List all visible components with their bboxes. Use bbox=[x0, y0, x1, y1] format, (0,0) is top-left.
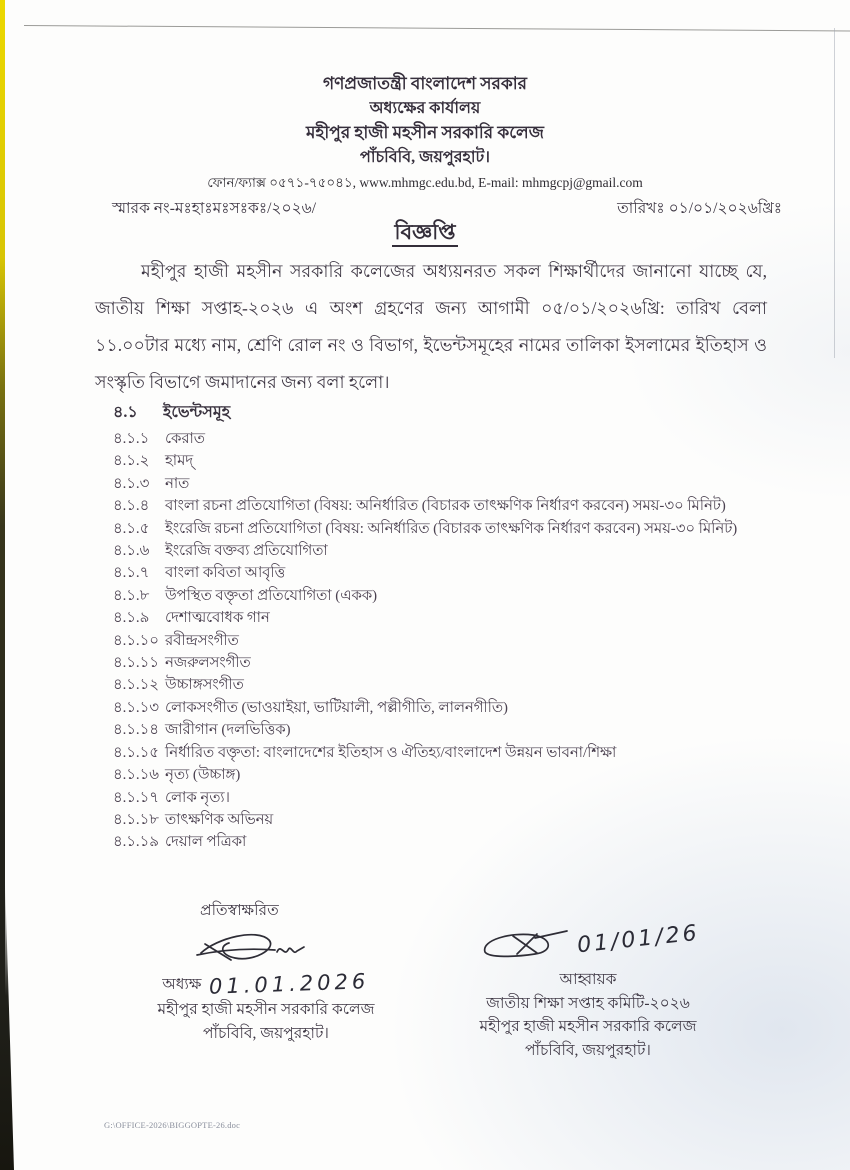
event-number: ৪.১.১২ bbox=[113, 677, 159, 694]
event-list-item bbox=[113, 540, 793, 562]
event-number: ৪.১.৫ bbox=[113, 520, 150, 537]
college-name: মহীপুর হাজী মহসীন সরকারি কলেজ bbox=[306, 123, 544, 142]
event-number: ৪.১.১৭ bbox=[113, 789, 159, 806]
principal-signature-icon bbox=[191, 926, 341, 972]
events-section-heading bbox=[113, 399, 230, 426]
event-label: উচ্চাঙ্গসংগীত bbox=[165, 677, 244, 694]
event-number: ৪.১.১৩ bbox=[113, 699, 159, 716]
event-list-item bbox=[113, 719, 793, 741]
event-list-item bbox=[113, 652, 793, 674]
countersigned-label: প্রতিস্বাক্ষরিত bbox=[200, 902, 279, 919]
event-label: লোকসংগীত (ভাওয়াইয়া, ভাটিয়ালী, পল্লীগীতি, লালনগীতি) bbox=[165, 699, 508, 716]
event-number: ৪.১.৬ bbox=[113, 543, 150, 560]
scanner-edge-wedge bbox=[0, 880, 14, 1170]
event-label: নাত bbox=[165, 475, 190, 492]
event-number: ৪.১.১৫ bbox=[113, 744, 159, 761]
event-label: বাংলা কবিতা আবৃত্তি bbox=[165, 565, 286, 582]
event-list-item bbox=[113, 585, 793, 607]
convener-signature-icon bbox=[477, 928, 573, 968]
event-list-item bbox=[113, 518, 793, 540]
event-list-item bbox=[113, 473, 793, 495]
event-number: ৪.১.১০ bbox=[113, 632, 159, 649]
convener-handwritten-date: 01/01/26 bbox=[575, 920, 701, 959]
college-address: পাঁচবিবি, জয়পুরহাট। bbox=[360, 148, 490, 166]
event-list-item bbox=[113, 831, 793, 853]
event-number: ৪.১.২ bbox=[113, 453, 150, 470]
government-name: গণপ্রজাতন্ত্রী বাংলাদেশ সরকার bbox=[322, 74, 528, 93]
event-list-item bbox=[113, 607, 793, 629]
event-number: ৪.১.১৮ bbox=[113, 811, 159, 828]
event-label: লোক নৃত্য। bbox=[165, 789, 230, 806]
events-list bbox=[113, 428, 793, 854]
event-label: কেরাত bbox=[165, 431, 205, 447]
event-list-item bbox=[113, 787, 793, 809]
event-label: নির্ধারিত বক্তৃতা: বাংলাদেশের ইতিহাস ও ঐতিহ্য/বাংলাদেশ উন্নয়ন ভাবনা/শিক্ষা bbox=[165, 744, 617, 761]
principal-signline bbox=[128, 969, 404, 999]
event-label: নৃত্য (উচ্চাঙ্গ) bbox=[165, 767, 241, 784]
letterhead bbox=[0, 72, 850, 196]
convener-committee: জাতীয় শিক্ষা সপ্তাহ কমিটি-২০২৬ bbox=[486, 994, 690, 1012]
convener-address: পাঁচবিবি, জয়পুরহাট। bbox=[525, 1041, 651, 1059]
principal-address: পাঁচবিবি, জয়পুরহাট। bbox=[203, 1024, 329, 1042]
event-number: ৪.১.৩ bbox=[113, 475, 150, 492]
event-list-item bbox=[113, 809, 793, 831]
event-number: ৪.১.১৬ bbox=[113, 767, 159, 784]
event-number: ৪.১.১১ bbox=[113, 655, 159, 672]
office-name: অধ্যক্ষের কার্যালয় bbox=[369, 99, 481, 117]
event-label: নজরুলসংগীত bbox=[165, 655, 251, 672]
principal-handwritten-date: 01.01.2026 bbox=[209, 969, 371, 999]
event-label: রবীন্দ্রসংগীত bbox=[165, 632, 239, 649]
event-label: দেয়াল পত্রিকা bbox=[165, 834, 247, 851]
event-label: জারীগান (দলভিত্তিক) bbox=[165, 722, 291, 739]
event-number: ৪.১.৭ bbox=[113, 565, 150, 582]
events-section-title: ইভেন্টসমূহ bbox=[163, 404, 231, 421]
contact-line: ফোন/ফ্যাক্স ০৫৭১-৭৫০৪১, www.mhmgc.edu.bd, E-mail: mhmgcpj@gmail.com bbox=[207, 175, 643, 190]
event-list-item bbox=[113, 742, 793, 764]
event-number: ৪.১.১৯ bbox=[113, 834, 159, 851]
event-number: ৪.১.৮ bbox=[113, 587, 150, 604]
event-label: হামদ্ bbox=[165, 453, 194, 470]
convener-designation: আহ্বায়ক bbox=[559, 971, 617, 988]
event-label: ইংরেজি বক্তব্য প্রতিযোগিতা bbox=[165, 543, 328, 560]
signature-block-convener bbox=[438, 920, 738, 1062]
event-list-item bbox=[113, 764, 793, 786]
memo-number: স্মারক নং-মঃহাঃমঃসঃকঃ/২০২৬/ bbox=[112, 200, 317, 217]
document-file-path: G:\OFFICE-2026\BIGGOPTE-26.doc bbox=[104, 1120, 241, 1130]
event-label: তাৎক্ষণিক অভিনয় bbox=[165, 811, 274, 828]
event-label: উপস্থিত বক্তৃতা প্রতিযোগিতা (একক) bbox=[165, 587, 378, 604]
convener-college: মহীপুর হাজী মহসীন সরকারি কলেজ bbox=[479, 1018, 697, 1035]
page-top-edge-line bbox=[24, 25, 850, 32]
event-list-item bbox=[113, 697, 793, 719]
signature-block-principal bbox=[128, 898, 404, 1045]
event-list-item bbox=[113, 495, 793, 517]
notice-title: বিজ্ঞপ্তি bbox=[0, 216, 850, 251]
events-section-number: ৪.১ bbox=[113, 404, 138, 421]
principal-designation: অধ্যক্ষ bbox=[162, 976, 202, 993]
event-label: বাংলা রচনা প্রতিযোগিতা (বিষয়: অনির্ধারিত (বিচারক তাৎক্ষণিক নির্ধারণ করবেন) সময়-৩০ মিনিট) bbox=[165, 498, 726, 515]
memo-date: তারিখঃ ০১/০১/২০২৬খ্রিঃ bbox=[617, 200, 782, 217]
event-number: ৪.১.৯ bbox=[113, 610, 150, 627]
event-list-item bbox=[113, 428, 793, 450]
event-list-item bbox=[113, 630, 793, 652]
notice-body: মহীপুর হাজী মহসীন সরকারি কলেজের অধ্যয়নরত সকল শিক্ষার্থীদের জানানো যাচ্ছে যে, জাতীয় শিক্ষা সপ্তাহ-২০২৬ এ অংশ গ্রহণের জন্য আগামী ০৫/০১/২০২৬খ্রি: তারিখ বেলা ১১.০০টার মধ্যে নাম, শ্রেণি রোল নং ও বিভাগ, ইভেন্টসমূহের নামের তালিকা ইসলামের ইতিহাস ও সংস্কৃতি বিভাগে জমাদানের জন্য বলা হলো। bbox=[95, 261, 767, 392]
principal-college: মহীপুর হাজী মহসীন সরকারি কলেজ bbox=[157, 1001, 375, 1018]
event-list-item bbox=[113, 450, 793, 472]
event-label: দেশাত্মবোধক গান bbox=[165, 610, 270, 627]
event-label: ইংরেজি রচনা প্রতিযোগিতা (বিষয়: অনির্ধারিত (বিচারক তাৎক্ষণিক নির্ধারণ করবেন) সময়-৩০ মিনিট) bbox=[165, 520, 738, 537]
event-number: ৪.১.১৪ bbox=[113, 722, 159, 739]
event-number: ৪.১.৪ bbox=[113, 498, 150, 515]
event-list-item bbox=[113, 674, 793, 696]
event-list-item bbox=[113, 562, 793, 584]
event-number: ৪.১.১ bbox=[113, 431, 150, 447]
